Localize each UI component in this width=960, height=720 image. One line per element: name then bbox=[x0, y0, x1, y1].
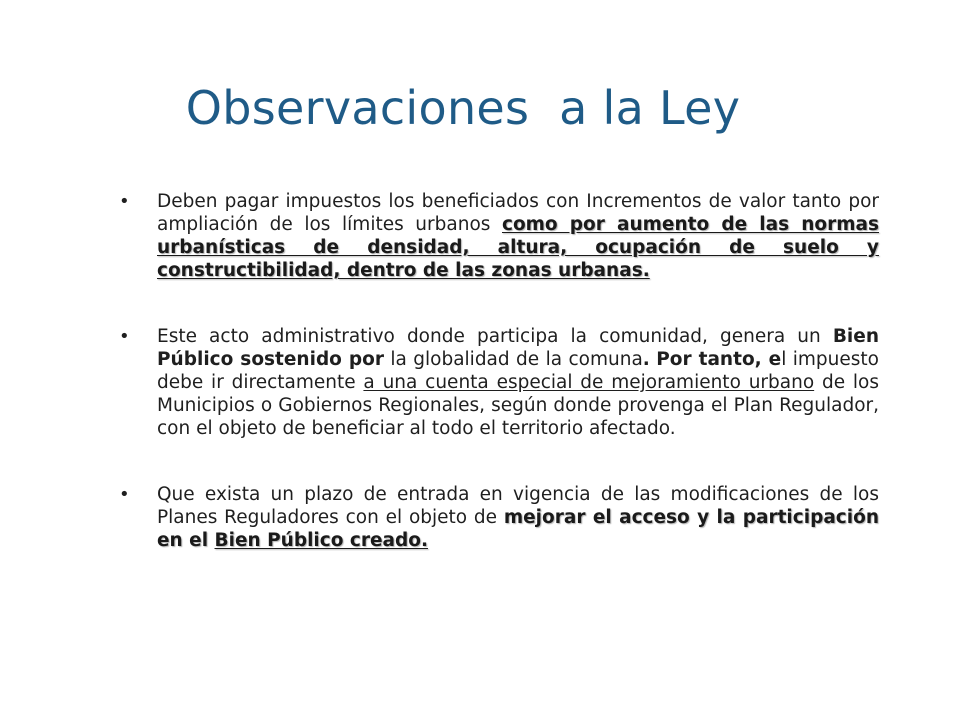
bullet-dot-icon: • bbox=[119, 191, 130, 212]
bullet-2-cuenta-especial: a una cuenta especial de mejoramiento urbano bbox=[363, 372, 815, 393]
bullet-dot-icon: • bbox=[119, 326, 130, 347]
bullet-3-bien-publico: Bien Público creado. bbox=[214, 530, 428, 551]
bullet-2-bien-publico: Bien Público sostenido por bbox=[157, 326, 879, 370]
bullet-item-1 bbox=[119, 190, 879, 282]
bullet-2-part-3: la globalidad de la comuna bbox=[383, 349, 643, 370]
bullet-3-part-1: Que exista un plazo de entrada en vigencia de las modificaciones de los Planes Reguladores con el objeto de bbox=[157, 484, 879, 528]
bullet-3-emphasis: mejorar el acceso y la participación en el bbox=[157, 507, 879, 551]
bullet-text-3 bbox=[157, 483, 879, 552]
bullet-2-part-1: Este acto administrativo donde participa la comunidad, genera un bbox=[157, 326, 833, 347]
bullet-1-part-1: Deben pagar impuestos los beneficiados con Incrementos de valor tanto por ampliación de los límites urbanos bbox=[157, 191, 879, 235]
bullet-item-3 bbox=[119, 483, 879, 552]
bullet-text-1 bbox=[157, 190, 879, 282]
bullet-2-por-tanto: Por tanto, e bbox=[656, 349, 782, 370]
bullet-text-2 bbox=[157, 325, 879, 440]
bullet-2-part-9: de los Municipios o Gobiernos Regionales, según donde provenga el Plan Regulador, con el objeto de beneficiar al todo el territorio afectado. bbox=[157, 372, 879, 439]
bullet-list bbox=[119, 190, 879, 595]
bullet-item-2 bbox=[119, 325, 879, 440]
bullet-1-emphasis: como por aumento de las normas urbanísticas de densidad, altura, ocupación de suelo y constructibilidad, dentro de las zonas urbanas. bbox=[157, 214, 879, 281]
bullet-2-period: . bbox=[642, 349, 650, 370]
slide-title: Observaciones a la Ley bbox=[185, 81, 741, 135]
bullet-dot-icon: • bbox=[119, 484, 130, 505]
bullet-2-part-7: l impuesto debe ir directamente bbox=[157, 349, 879, 393]
